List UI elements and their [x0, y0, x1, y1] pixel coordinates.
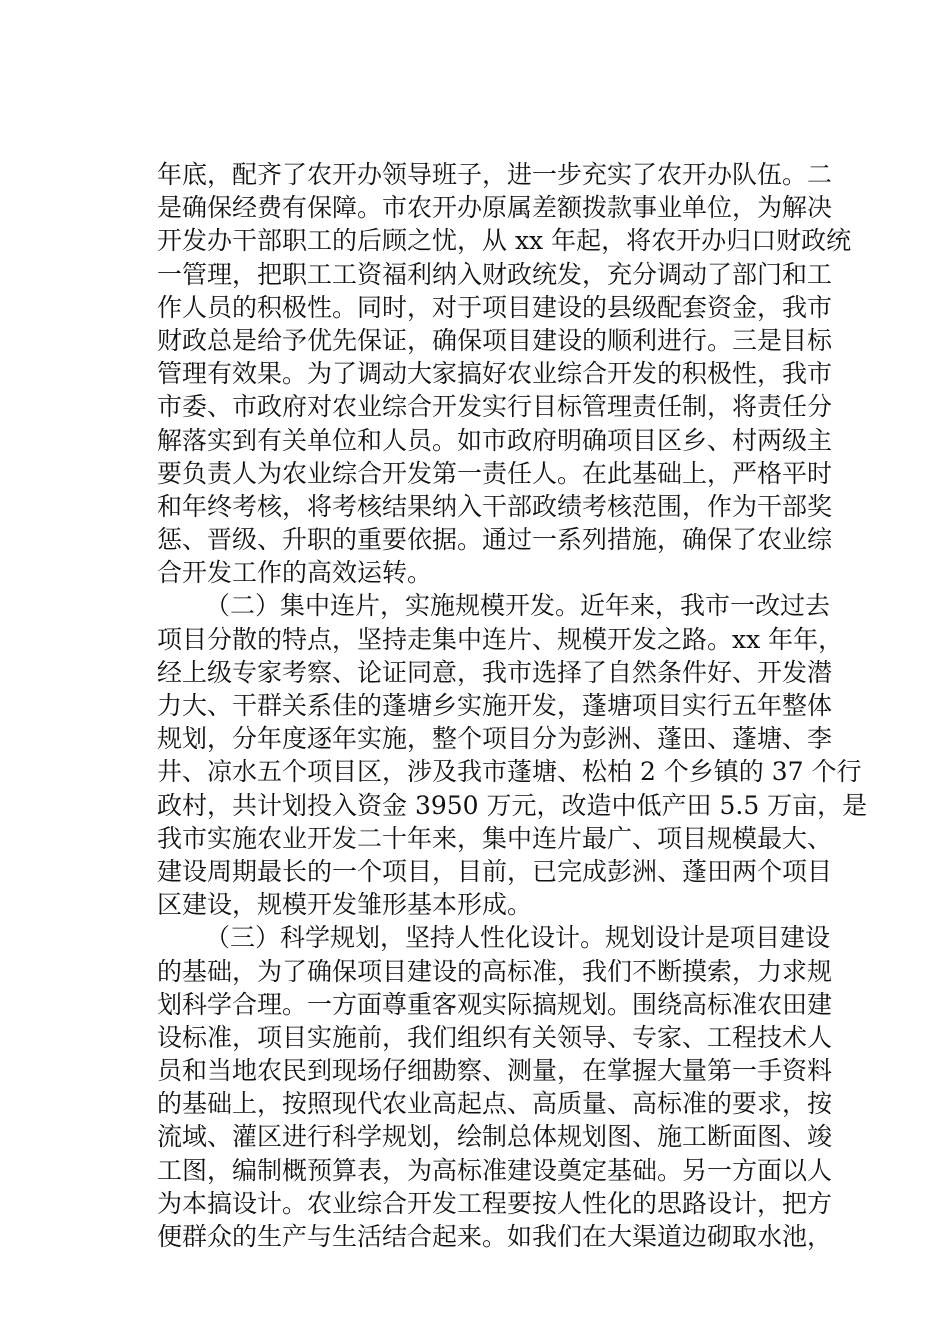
text-line: 市委、市政府对农业综合开发实行目标管理责任制，将责任分	[157, 392, 833, 422]
text-line: 开发办干部职工的后顾之忧，从 xx 年起，将农开办归口财政统	[157, 226, 852, 256]
text-line: 作人员的积极性。同时，对于项目建设的县级配套资金，我市	[157, 292, 833, 322]
text-line: 井、凉水五个项目区，涉及我市蓬塘、松柏 2 个乡镇的 37 个行	[157, 757, 862, 787]
text-line: 经上级专家考察、论证同意，我市选择了自然条件好、开发潜	[157, 657, 833, 687]
text-line: 要负责人为农业综合开发第一责任人。在此基础上，严格平时	[157, 458, 833, 488]
text-line: 流域、灌区进行科学规划，绘制总体规划图、施工断面图、竣	[157, 1122, 833, 1152]
text-line: 便群众的生产与生活结合起来。如我们在大渠道边砌取水池，	[157, 1222, 833, 1251]
text-line: 是确保经费有保障。市农开办原属差额拨款事业单位，为解决	[157, 193, 833, 223]
text-line: 为本搞设计。农业综合开发工程要按人性化的思路设计，把方	[157, 1188, 833, 1218]
text-line: 一管理，把职工工资福利纳入财政统发，充分调动了部门和工	[157, 259, 833, 289]
text-line: 区建设，规模开发雏形基本形成。	[157, 890, 533, 920]
text-line: 管理有效果。为了调动大家搞好农业综合开发的积极性，我市	[157, 359, 833, 389]
text-line: 惩、晋级、升职的重要依据。通过一系列措施，确保了农业综	[157, 525, 833, 555]
paragraph-2	[157, 589, 868, 921]
text-line: 规划，分年度逐年实施，整个项目分为彭洲、蓬田、蓬塘、李	[157, 724, 833, 754]
text-line: 工图，编制概预算表，为高标准建设奠定基础。另一方面以人	[157, 1155, 833, 1185]
text-line: 项目分散的特点，坚持走集中连片、规模开发之路。xx 年年，	[157, 624, 844, 654]
text-line: 的基础，为了确保项目建设的高标准，我们不断摸索，力求规	[157, 956, 833, 986]
paragraph-3	[157, 921, 833, 1253]
text-line: 政村，共计划投入资金 3950 万元，改造中低产田 5.5 万亩，是	[157, 790, 868, 820]
document-body	[157, 158, 868, 1253]
paragraph-1	[157, 158, 852, 589]
text-line: 员和当地农民到现场仔细勘察、测量，在掌握大量第一手资料	[157, 1056, 833, 1086]
text-line: 力大、干群关系佳的蓬塘乡实施开发，蓬塘项目实行五年整体	[157, 691, 833, 720]
text-line: 年底，配齐了农开办领导班子，进一步充实了农开办队伍。二	[157, 160, 833, 189]
text-line: 建设周期最长的一个项目，目前，已完成彭洲、蓬田两个项目	[157, 856, 833, 886]
text-line: （三）科学规划，坚持人性化设计。规划设计是项目建设	[205, 923, 831, 953]
text-line: （二）集中连片，实施规模开发。近年来，我市一改过去	[205, 591, 831, 621]
text-line: 合开发工作的高效运转。	[157, 558, 433, 588]
text-line: 财政总是给予优先保证，确保项目建设的顺利进行。三是目标	[157, 325, 833, 355]
text-line: 和年终考核，将考核结果纳入干部政绩考核范围，作为干部奖	[157, 491, 833, 521]
text-line: 解落实到有关单位和人员。如市政府明确项目区乡、村两级主	[157, 425, 833, 455]
text-line: 设标准，项目实施前，我们组织有关领导、专家、工程技术人	[157, 1022, 833, 1052]
text-line: 的基础上，按照现代农业高起点、高质量、高标准的要求，按	[157, 1089, 833, 1119]
text-line: 划科学合理。一方面尊重客观实际搞规划。围绕高标准农田建	[157, 989, 833, 1019]
text-line: 我市实施农业开发二十年来，集中连片最广、项目规模最大、	[157, 823, 833, 853]
